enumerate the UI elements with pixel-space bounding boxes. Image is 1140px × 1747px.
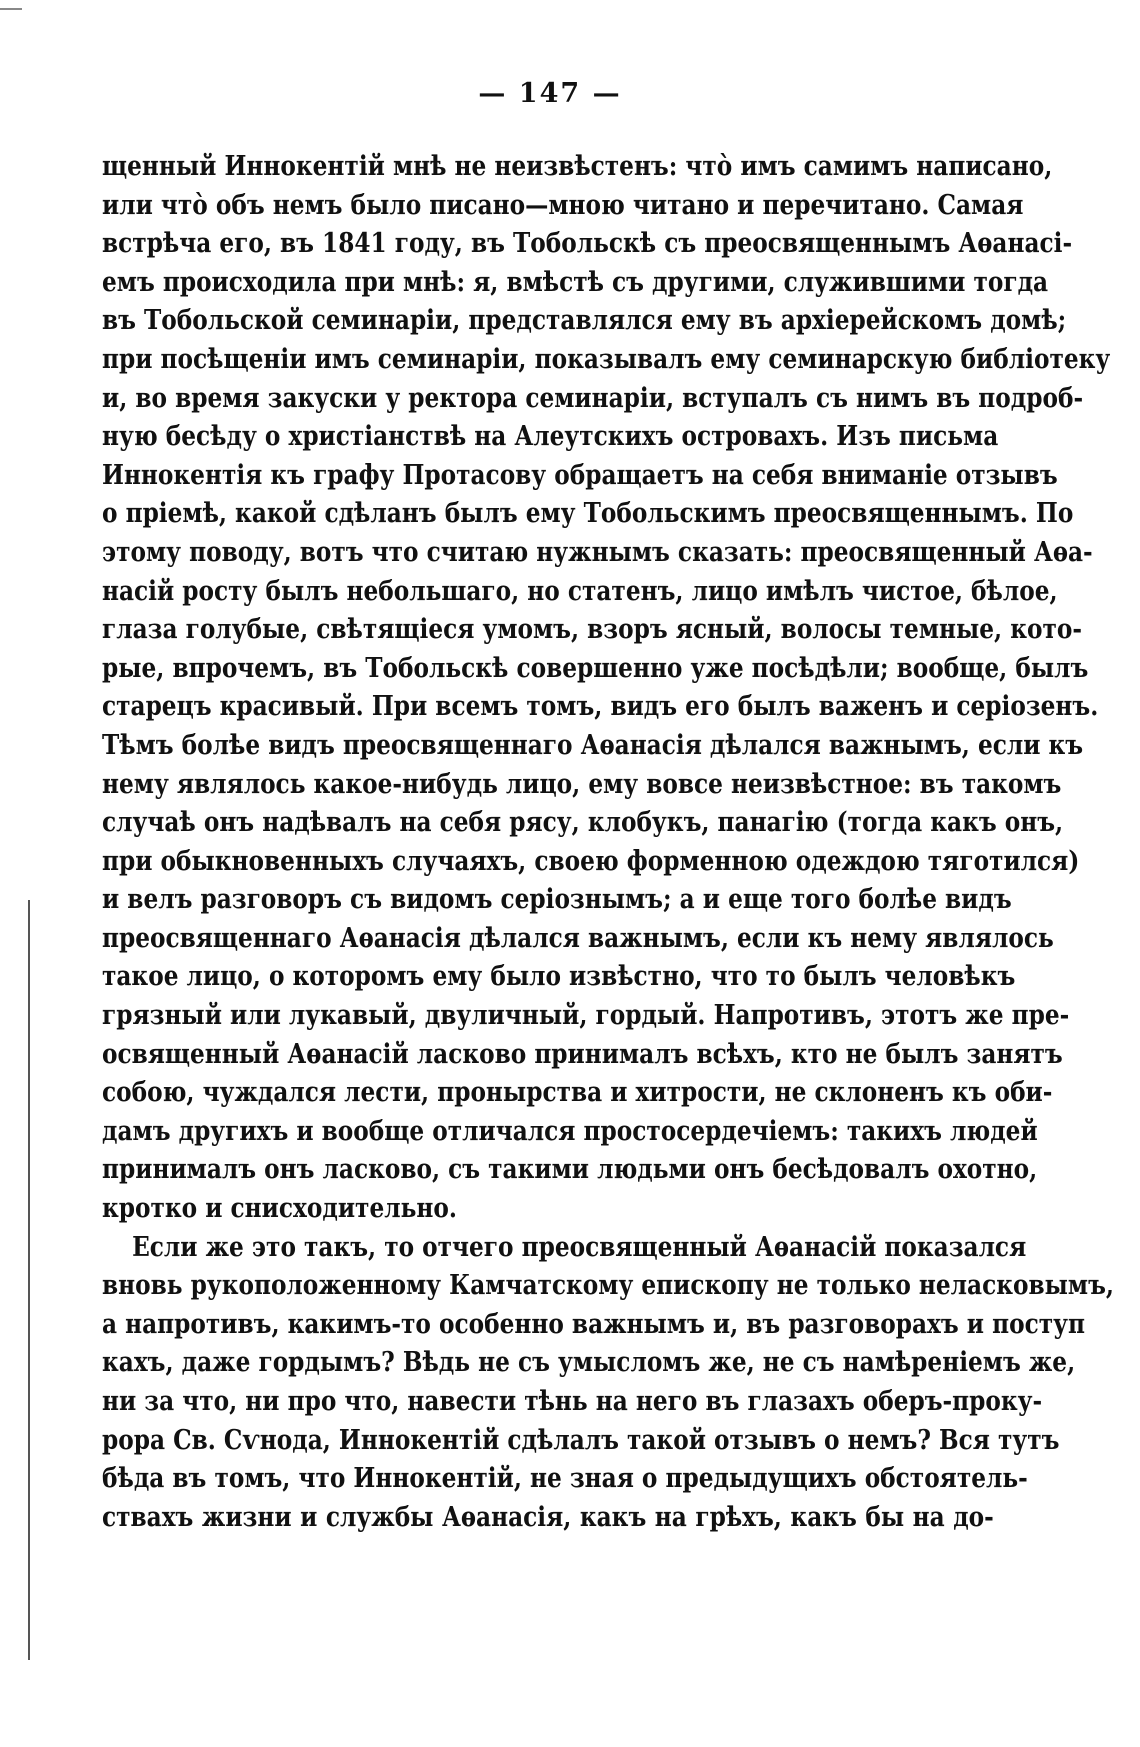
text-line: собою, чуждался лести, пронырства и хитрости, не склоненъ къ оби-: [102, 1077, 1053, 1109]
text-line: а напротивъ, какимъ-то особенно важнымъ и, въ разговорахъ и поступ: [102, 1308, 1085, 1340]
text-line: и, во время закуски у ректора семинаріи, вступалъ съ нимъ въ подроб-: [102, 382, 1084, 414]
scan-mark: [0, 8, 22, 10]
text-line: и велъ разговоръ съ видомъ серіознымъ; а и еще того болѣе видъ: [102, 884, 1012, 916]
paragraph-2: [102, 1229, 1114, 1538]
text-line: Тѣмъ болѣе видъ преосвященнаго Аѳанасія дѣлался важнымъ, если къ: [102, 729, 1084, 761]
text-line: при посѣщеніи имъ семинаріи, показывалъ ему семинарскую библіотеку: [102, 343, 1111, 375]
text-line: рые, впрочемъ, въ Тобольскѣ совершенно уже посѣдѣли; вообще, былъ: [102, 652, 1089, 684]
text-line: грязный или лукавый, двуличный, гордый. Напротивъ, этотъ же пре-: [102, 1000, 1070, 1032]
text-line: случаѣ онъ надѣвалъ на себя рясу, клобукъ, панагію (тогда какъ онъ,: [102, 807, 1064, 839]
text-line: бѣда въ томъ, что Иннокентій, не зная о предыдущихъ обстоятель-: [102, 1463, 1028, 1495]
text-line: Если же это такъ, то отчего преосвященный Аѳанасій показался: [132, 1231, 1027, 1263]
text-line: преосвященнаго Аѳанасія дѣлался важнымъ, если къ нему являлось: [102, 922, 1054, 954]
text-line: нему являлось какое-нибудь лицо, ему вовсе неизвѣстное: въ такомъ: [102, 768, 1062, 800]
text-line: дамъ другихъ и вообще отличался простосердечіемъ: такихъ людей: [102, 1115, 1038, 1147]
text-line: ни за что, ни про что, навести тѣнь на него въ глазахъ оберъ-проку-: [102, 1386, 1043, 1417]
page-number: — 147 —: [478, 78, 622, 109]
page-edge-line: [28, 900, 30, 1660]
text-line: такое лицо, о которомъ ему было извѣстно, что то былъ человѣкъ: [102, 961, 1016, 993]
text-line: рора Св. Сѵнода, Иннокентій сдѣлалъ такой отзывъ о немъ? Вся тутъ: [102, 1424, 1060, 1456]
text-line: при обыкновенныхъ случаяхъ, своею форменною одеждою тяготился): [102, 845, 1080, 877]
text-line: кротко и снисходительно.: [102, 1193, 457, 1225]
text-line: щенный Иннокентій мнѣ не неизвѣстенъ: что̀ имъ самимъ написано,: [102, 151, 1053, 182]
text-line: глаза голубые, свѣтящіеся умомъ, взоръ ясный, волосы темные, кото-: [102, 614, 1082, 646]
text-line: старецъ красивый. При всемъ томъ, видъ его былъ важенъ и серіозенъ.: [102, 691, 1099, 723]
text-line: этому поводу, вотъ что считаю нужнымъ сказать: преосвященный Аѳа-: [102, 536, 1093, 568]
body-text: [102, 148, 1114, 1537]
text-line: кахъ, даже гордымъ? Вѣдь не съ умысломъ же, не съ намѣреніемъ же,: [102, 1347, 1076, 1379]
text-line: ствахъ жизни и службы Аѳанасія, какъ на грѣхъ, какъ бы на до-: [102, 1501, 994, 1533]
text-line: насій росту былъ небольшаго, но статенъ, лицо имѣлъ чистое, бѣлое,: [102, 575, 1058, 607]
text-line: вновь рукоположенному Камчатскому епископу не только неласковымъ,: [102, 1270, 1114, 1302]
text-line: Иннокентія къ графу Протасову обращаетъ на себя вниманіе отзывъ: [102, 459, 1058, 491]
text-line: о пріемѣ, какой сдѣланъ былъ ему Тобольскимъ преосвященнымъ. По: [102, 498, 1074, 530]
paragraph-1: [102, 148, 1111, 1229]
text-line: или что̀ объ немъ было писано—мною читано и перечитано. Самая: [102, 189, 1024, 221]
text-line: освященный Аѳанасій ласково принималъ всѣхъ, кто не былъ занятъ: [102, 1038, 1063, 1070]
text-line: встрѣча его, въ 1841 году, въ Тобольскѣ съ преосвященнымъ Аѳанасі-: [102, 228, 1073, 260]
text-line: емъ происходила при мнѣ: я, вмѣстѣ съ другими, служившими тогда: [102, 266, 1049, 298]
text-line: ную бесѣду о христіанствѣ на Алеутскихъ островахъ. Изъ письма: [102, 421, 999, 453]
text-line: принималъ онъ ласково, съ такими людьми онъ бесѣдовалъ охотно,: [102, 1154, 1038, 1186]
text-line: въ Тобольской семинаріи, представлялся ему въ архіерейскомъ домѣ;: [102, 305, 1067, 337]
